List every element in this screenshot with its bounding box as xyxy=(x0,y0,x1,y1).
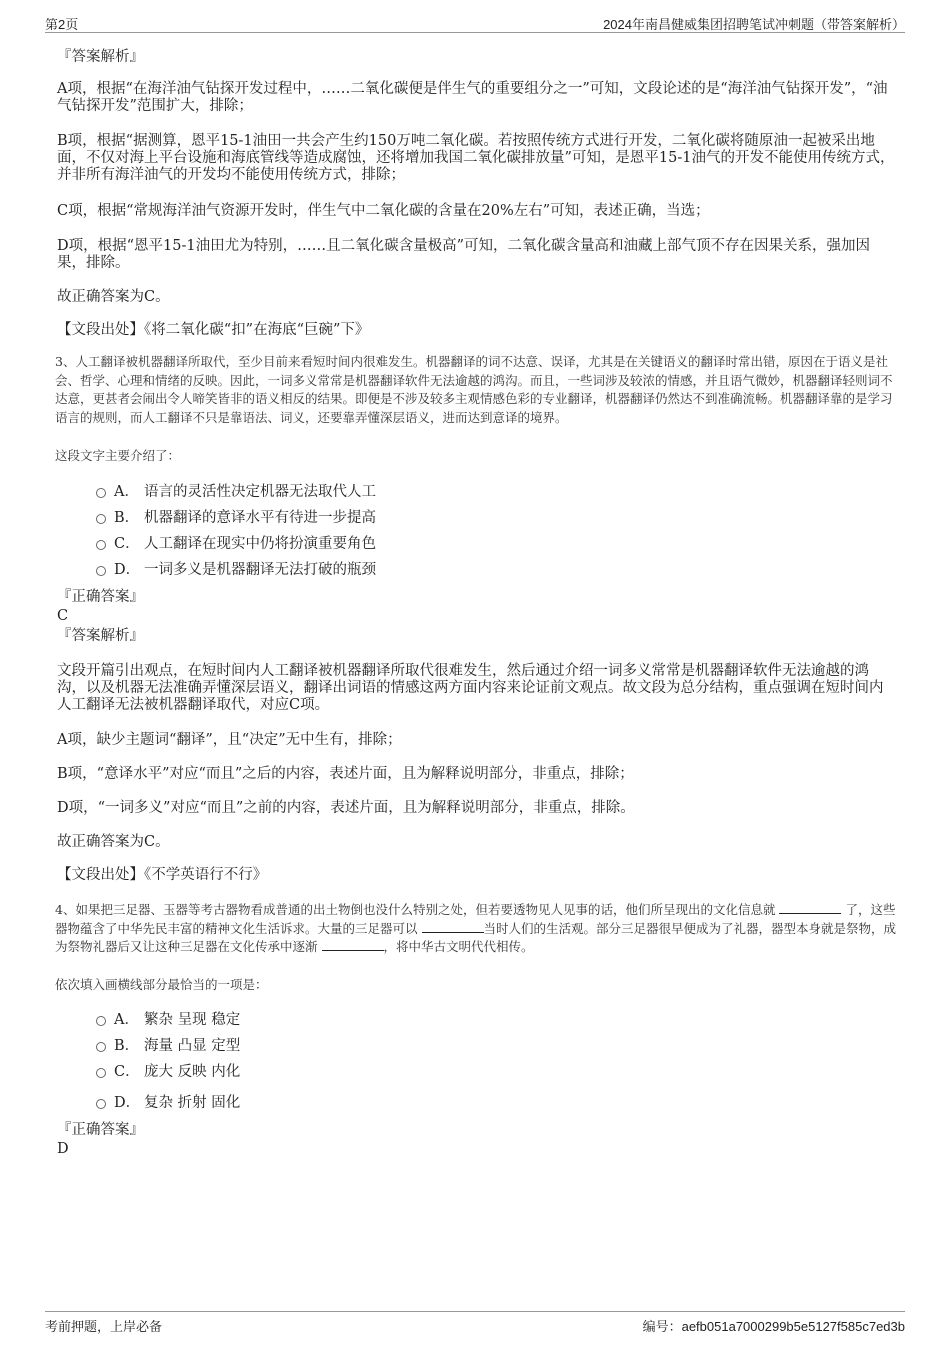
q4-question: 4、如果把三足器、玉器等考古器物看成普通的出土物倒也没什么特别之处，但若要透物见人见事的话，他们所呈现出的文化信息就 了，这些器物蕴含了中华先民丰富的精神文化生活诉求。大量的三足器可以 当时人们的生活观。部分三足器很早便成为了礼器，器型本身就是祭物，成为祭物礼器后又让这种三足器在文化传承中逐渐 ，将中华古文明代代相传。 xyxy=(55,902,897,954)
q3-answer: C xyxy=(57,608,69,624)
fill-blank-3 xyxy=(322,938,384,951)
q3-analysis-d: D项，“一词多义”对应“而且”之前的内容，表述片面，且为解释说明部分，非重点，排除。 xyxy=(57,800,635,816)
radio-icon[interactable] xyxy=(96,488,106,498)
q3-option-a[interactable]: A． 语言的灵活性决定机器无法取代人工 xyxy=(96,483,376,501)
q4-option-d[interactable]: D． 复杂 折射 固化 xyxy=(96,1094,240,1112)
q2-analysis-heading: 『答案解析』 xyxy=(57,49,144,65)
q3-analysis-a: A项，缺少主题词“翻译”，且“决定”无中生有，排除； xyxy=(57,732,402,748)
q4-answer-heading: 『正确答案』 xyxy=(57,1122,144,1138)
radio-icon[interactable] xyxy=(96,540,106,550)
q4-option-c[interactable]: C． 庞大 反映 内化 xyxy=(96,1063,240,1081)
q3-option-b[interactable]: B． 机器翻译的意译水平有待进一步提高 xyxy=(96,509,376,527)
radio-icon[interactable] xyxy=(96,514,106,524)
radio-icon[interactable] xyxy=(96,1068,106,1078)
page-number: 第2页 xyxy=(45,17,79,32)
radio-icon[interactable] xyxy=(96,566,106,576)
q3-analysis: 文段开篇引出观点，在短时间内人工翻译被机器翻译所取代很难发生，然后通过介绍一词多义常常是机器翻译软件无法逾越的鸿沟，以及机器无法准确弄懂深层语义，翻译出词语的情感这两方面内容来论证前文观点。故文段为总分结构，重点强调在短时间内人工翻译无法被机器翻译取代，对应C项。 xyxy=(57,663,884,713)
q3-option-d[interactable]: D． 一词多义是机器翻译无法打破的瓶颈 xyxy=(96,561,376,579)
q4-option-b[interactable]: B． 海量 凸显 定型 xyxy=(96,1037,240,1055)
footer-slogan: 考前押题，上岸必备 xyxy=(45,1319,163,1334)
q3-analysis-b: B项，“意译水平”对应“而且”之后的内容，表述片面，且为解释说明部分，非重点，排除； xyxy=(57,766,634,782)
page-footer xyxy=(45,1311,905,1336)
q2-analysis-c: C项，根据“常规海洋油气资源开发时，伴生气中二氧化碳的含量在20%左右”可知，表述正确，当选； xyxy=(57,203,710,219)
page-header xyxy=(45,12,905,33)
q3-answer-heading: 『正确答案』 xyxy=(57,589,144,605)
fill-blank-1 xyxy=(779,901,841,914)
q4-option-a[interactable]: A． 繁杂 呈现 稳定 xyxy=(96,1011,240,1029)
q3-option-c[interactable]: C． 人工翻译在现实中仍将扮演重要角色 xyxy=(96,535,376,553)
q3-question: 3、人工翻译被机器翻译所取代，至少目前来看短时间内很难发生。机器翻译的词不达意、误译，尤其是在关键语义的翻译时常出错，原因在于语义是社会、哲学、心理和情绪的反映。因此，一词多义常常是机器翻译软件无法逾越的鸿沟。而且，一些词涉及较浓的情感，并且语气微妙，机器翻译轻则词不达意，更甚者会闹出令人啼笑皆非的语义相反的结果。即便是不涉及较多主观情感色彩的专业翻译，机器翻译仍然达不到准确流畅。机器翻译靠的是学习语言的规则，而人工翻译不只是靠语法、词义，还要靠弄懂深层语义，进而达到意译的境界。 xyxy=(55,354,893,425)
radio-icon[interactable] xyxy=(96,1099,106,1109)
q4-prompt: 依次填入画横线部分最恰当的一项是： xyxy=(55,977,268,992)
q2-analysis-b: B项，根据“据测算，恩平15-1油田一共会产生约150万吨二氧化碳。若按照传统方式进行开发，二氧化碳将随原油一起被采出地面，不仅对海上平台设施和海底管线等造成腐蚀，还将增加我国二氧化碳排放量”可知，是恩平15-1油气的开发不能使用传统方式，并非所有海洋油气的开发均不能使用传统方式，排除； xyxy=(57,133,895,183)
q2-analysis-a: A项，根据“在海洋油气钻探开发过程中，……二氧化碳便是伴生气的重要组分之一”可知，文段论述的是“海洋油气钻探开发”，“油气钻探开发”范围扩大，排除； xyxy=(57,81,888,114)
document-id: 编号：aefb051a7000299b5e5127f585c7ed3b xyxy=(642,1319,905,1334)
fill-blank-2 xyxy=(422,920,484,933)
q2-analysis-d: D项，根据“恩平15-1油田尤为特别，……且二氧化碳含量极高”可知，二氧化碳含量高和油藏上部气顶不存在因果关系，强加因果，排除。 xyxy=(57,238,871,271)
q2-source: 【文段出处】《将二氧化碳“扣”在海底“巨碗”下》 xyxy=(57,322,370,338)
q3-source: 【文段出处】《不学英语行不行》 xyxy=(57,867,268,883)
q4-answer: D xyxy=(57,1141,69,1157)
q3-analysis-heading: 『答案解析』 xyxy=(57,628,144,644)
q3-prompt: 这段文字主要介绍了： xyxy=(55,448,181,463)
radio-icon[interactable] xyxy=(96,1042,106,1052)
radio-icon[interactable] xyxy=(96,1016,106,1026)
q2-conclusion: 故正确答案为C。 xyxy=(57,289,170,305)
q3-conclusion: 故正确答案为C。 xyxy=(57,834,170,850)
document-title: 2024年南昌健威集团招聘笔试冲刺题（带答案解析） xyxy=(603,17,905,32)
